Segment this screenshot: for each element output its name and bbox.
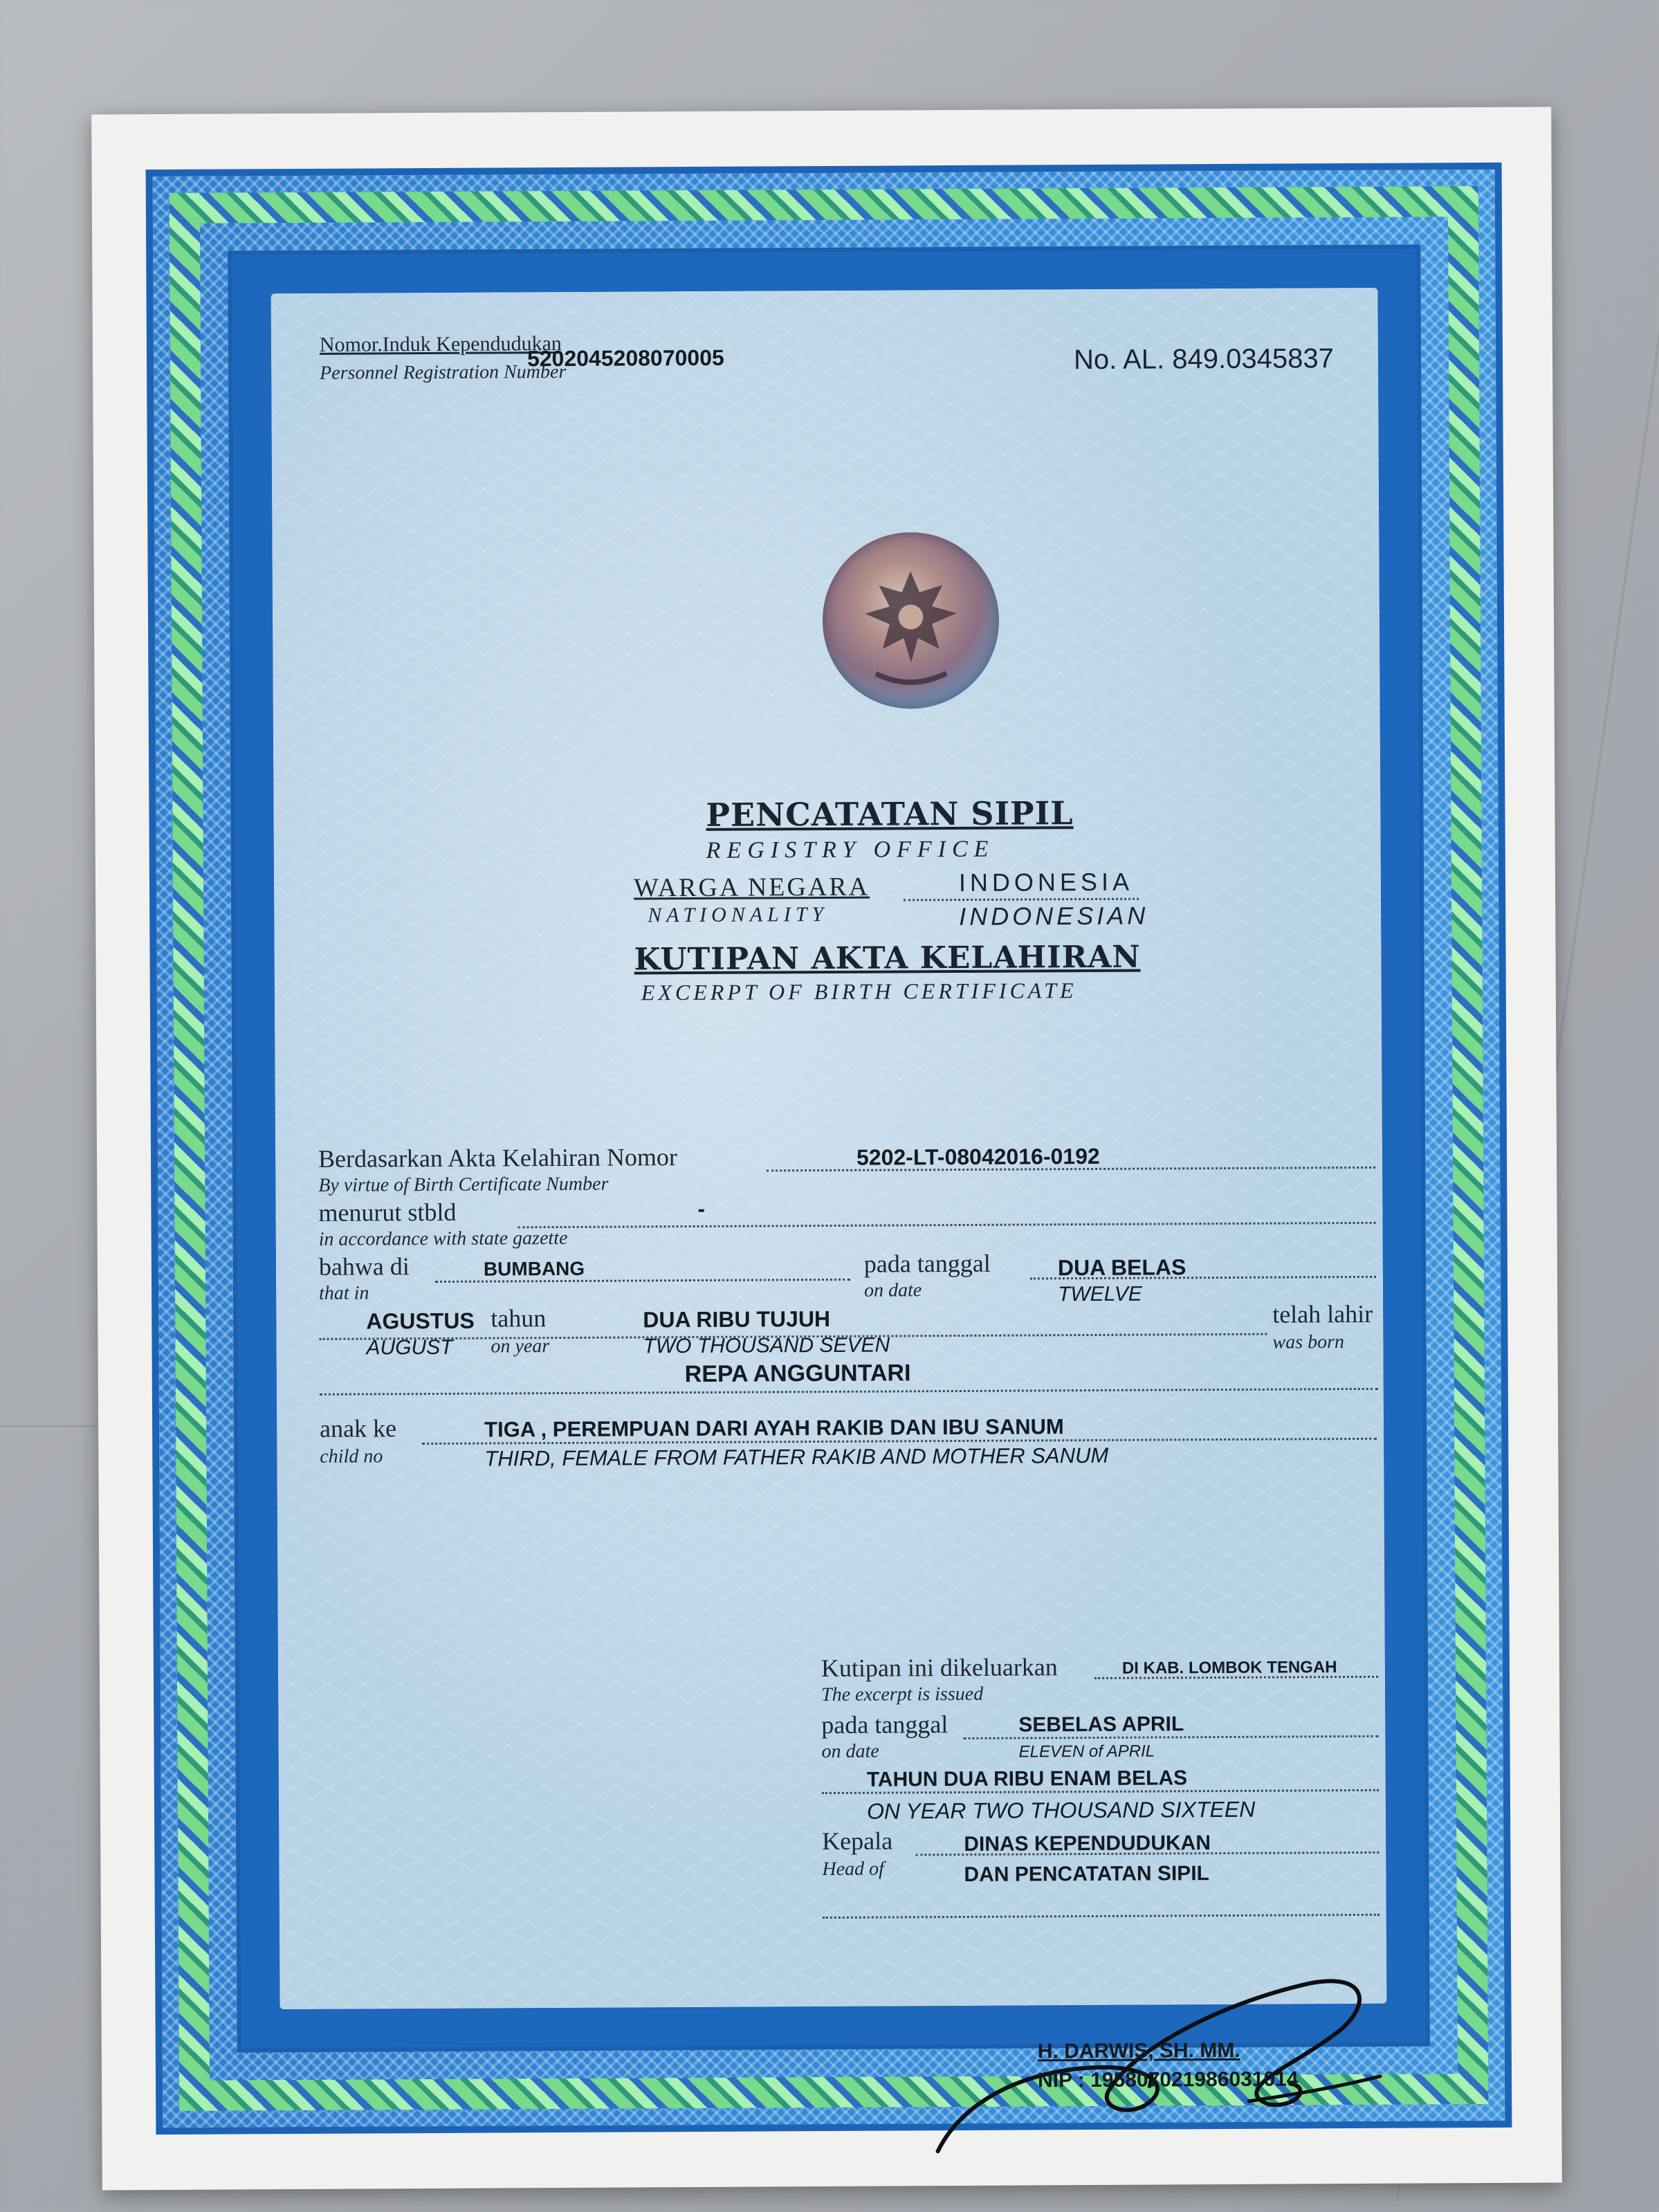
head-label-en: Head of [822, 1858, 884, 1881]
child-no-label: anak ke [320, 1414, 397, 1443]
date-value-en: TWELVE [1058, 1282, 1142, 1306]
place-value: BUMBANG [483, 1257, 585, 1280]
document-title: KUTIPAN AKTA KELAHIRAN [634, 939, 1141, 978]
stbld-label: menurut stbld [318, 1198, 457, 1227]
issued-place: DI KAB. LOMBOK TENGAH [1121, 1658, 1337, 1678]
born-label: telah lahir [1272, 1299, 1373, 1328]
month-value-en: AUGUST [366, 1335, 453, 1360]
date-value: DUA BELAS [1057, 1254, 1186, 1281]
cert-number-value: 5202-LT-08042016-0192 [856, 1143, 1100, 1170]
place-label: bahwa di [318, 1252, 410, 1281]
stbld-label-en: in accordance with state gazette [318, 1227, 568, 1250]
cert-number-label-en: By virtue of Birth Certificate Number [318, 1173, 609, 1196]
office-title-en: REGISTRY OFFICE [706, 836, 995, 863]
issued-year-value-en: ON YEAR TWO THOUSAND SIXTEEN [866, 1796, 1256, 1824]
year-value: DUA RIBU TUJUH [643, 1306, 831, 1333]
decorative-border [146, 163, 1512, 2135]
issued-date-value: SEBELAS APRIL [1018, 1712, 1184, 1737]
head-label: Kepala [822, 1827, 893, 1856]
official-name: H. DARWIS, SH. MM. [1037, 2038, 1240, 2063]
year-value-en: TWO THOUSAND SEVEN [643, 1333, 890, 1358]
issued-label-en: The excerpt is issued [821, 1683, 984, 1706]
nik-label: Nomor.Induk Kependudukan [319, 331, 562, 356]
year-label-en: on year [491, 1335, 550, 1358]
born-label-en: was born [1272, 1331, 1345, 1353]
date-label: pada tanggal [863, 1249, 991, 1278]
child-name: REPA ANGGUNTARI [684, 1360, 911, 1388]
nationality-value: INDONESIA [958, 867, 1134, 897]
child-no-value: TIGA , PEREMPUAN DARI AYAH RAKIB DAN IBU SANUM [484, 1414, 1064, 1442]
serial-number: No. AL. 849.0345837 [1073, 343, 1335, 376]
stbld-value: - [697, 1196, 706, 1221]
place-label-en: that in [319, 1282, 369, 1304]
nationality-label-en: NATIONALITY [648, 902, 829, 927]
issued-date-value-en: ELEVEN of APRIL [1018, 1742, 1155, 1762]
nik-label-en: Personnel Registration Number [320, 360, 567, 384]
nik-value: 5202045208070005 [526, 345, 724, 372]
child-no-value-en: THIRD, FEMALE FROM FATHER RAKIB AND MOTHER SANUM [484, 1443, 1109, 1471]
year-label: tahun [491, 1304, 547, 1333]
date-label-en: on date [863, 1279, 922, 1301]
head-value-1: DINAS KEPENDUDUKAN [964, 1831, 1211, 1856]
nationality-label: WARGA NEGARA [633, 872, 870, 903]
garuda-hologram-seal [822, 532, 999, 709]
birth-certificate [91, 107, 1562, 2190]
office-title: PENCATATAN SIPIL [706, 794, 1074, 834]
head-value-2: DAN PENCATATAN SIPIL [964, 1862, 1210, 1886]
floor-tile-seam [0, 1425, 97, 1427]
cert-number-label: Berdasarkan Akta Kelahiran Nomor [318, 1143, 677, 1173]
nationality-value-en: INDONESIAN [959, 901, 1149, 931]
official-nip: NIP : 195807021986031014 [1037, 2067, 1299, 2092]
month-value: AGUSTUS [366, 1308, 475, 1334]
issued-date-label-en: on date [821, 1740, 879, 1763]
issued-label: Kutipan ini dikeluarkan [821, 1653, 1058, 1683]
document-title-en: EXCERPT OF BIRTH CERTIFICATE [641, 978, 1077, 1005]
issued-date-label: pada tanggal [821, 1710, 948, 1739]
issued-year-value: TAHUN DUA RIBU ENAM BELAS [866, 1766, 1188, 1791]
child-no-label-en: child no [320, 1445, 383, 1468]
